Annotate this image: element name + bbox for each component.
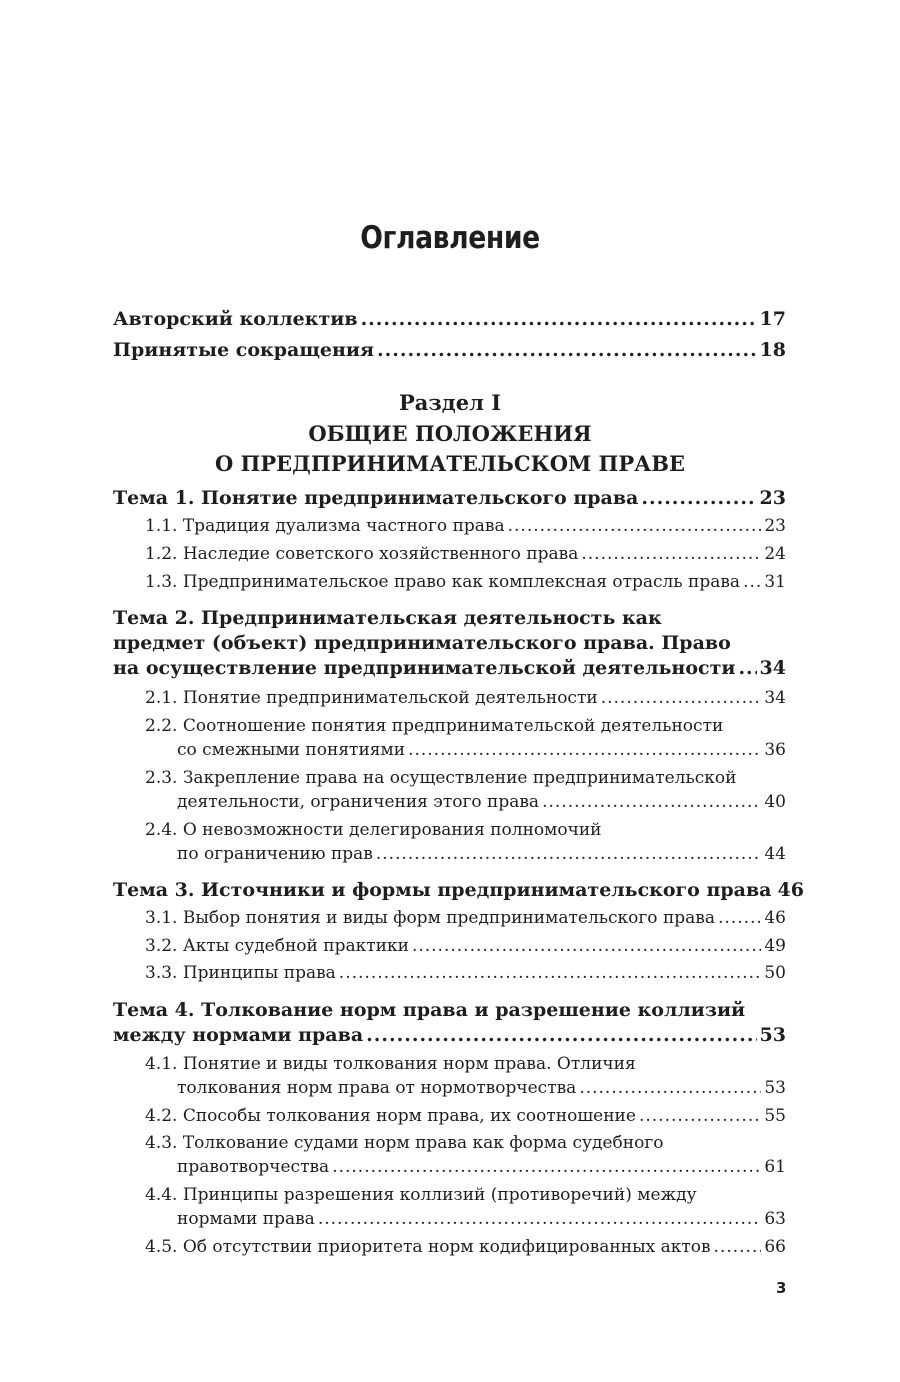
- toc-topic[interactable]: Тема 1. Понятие предпринимательского права ..... 23: [113, 487, 786, 509]
- page-title: Оглавление: [360, 220, 540, 256]
- toc-subentry-line[interactable]: 2.2. Соотношение понятия предпринимательской деятельности: [145, 716, 724, 736]
- toc-topic-line[interactable]: Тема 4. Толкование норм права и разрешение коллизий: [113, 999, 746, 1021]
- toc-entry[interactable]: Авторский коллектив ..... 17: [113, 308, 786, 330]
- toc-subentry-line[interactable]: 4.3. Толкование судами норм права как форма судебного: [145, 1133, 664, 1153]
- toc-entry[interactable]: Принятые сокращения ..... 18: [113, 339, 786, 361]
- toc-topic-line[interactable]: Тема 2. Предпринимательская деятельность как: [113, 607, 662, 629]
- toc-subentry[interactable]: правотворчества ..... 61: [177, 1157, 786, 1177]
- toc-topic[interactable]: Тема 3. Источники и формы предпринимательского права 46: [113, 879, 804, 901]
- toc-subentry[interactable]: 3.1. Выбор понятия и виды форм предпринимательского права ..... 46: [145, 908, 786, 928]
- toc-subentry-line[interactable]: 4.1. Понятие и виды толкования норм права. Отличия: [145, 1054, 636, 1074]
- section-label: Раздел I: [398, 390, 502, 415]
- toc-subentry[interactable]: 3.3. Принципы права ..... 50: [145, 963, 786, 983]
- toc-subentry[interactable]: толкования норм права от нормотворчества ..... 53: [177, 1078, 786, 1098]
- toc-subentry[interactable]: по ограничению прав ..... 44: [177, 844, 786, 864]
- section-title-line2: О ПРЕДПРИНИМАТЕЛЬСКОМ ПРАВЕ: [214, 451, 686, 476]
- toc-topic[interactable]: на осуществление предпринимательской деятельности ..... 34: [113, 657, 786, 679]
- toc-subentry-line[interactable]: 2.4. О невозможности делегирования полномочий: [145, 820, 602, 840]
- toc-topic[interactable]: между нормами права ..... 53: [113, 1024, 786, 1046]
- toc-subentry-line[interactable]: 2.3. Закрепление права на осуществление предпринимательской: [145, 768, 737, 788]
- toc-topic-line[interactable]: предмет (объект) предпринимательского права. Право: [113, 632, 731, 654]
- section-title-line1: ОБЩИЕ ПОЛОЖЕНИЯ: [308, 421, 592, 446]
- toc-subentry[interactable]: 4.2. Способы толкования норм права, их соотношение ..... 55: [145, 1106, 786, 1126]
- toc-subentry[interactable]: деятельности, ограничения этого права ..... 40: [177, 792, 786, 812]
- toc-subentry[interactable]: со смежными понятиями ..... 36: [177, 740, 786, 760]
- toc-subentry[interactable]: 2.1. Понятие предпринимательской деятельности ..... 34: [145, 688, 786, 708]
- toc-subentry[interactable]: 1.2. Наследие советского хозяйственного права ..... 24: [145, 544, 786, 564]
- toc-subentry[interactable]: 4.5. Об отсутствии приоритета норм кодифицированных актов ..... 66: [145, 1237, 786, 1257]
- toc-subentry[interactable]: 1.1. Традиция дуализма частного права ..... 23: [145, 516, 786, 536]
- toc-subentry[interactable]: 1.3. Предпринимательское право как комплексная отрасль права ..... 31: [145, 572, 786, 592]
- toc-subentry-line[interactable]: 4.4. Принципы разрешения коллизий (противоречий) между: [145, 1185, 697, 1205]
- page-number: 3: [776, 1279, 787, 1297]
- toc-subentry[interactable]: нормами права ..... 63: [177, 1209, 786, 1229]
- toc-subentry[interactable]: 3.2. Акты судебной практики ..... 49: [145, 936, 786, 956]
